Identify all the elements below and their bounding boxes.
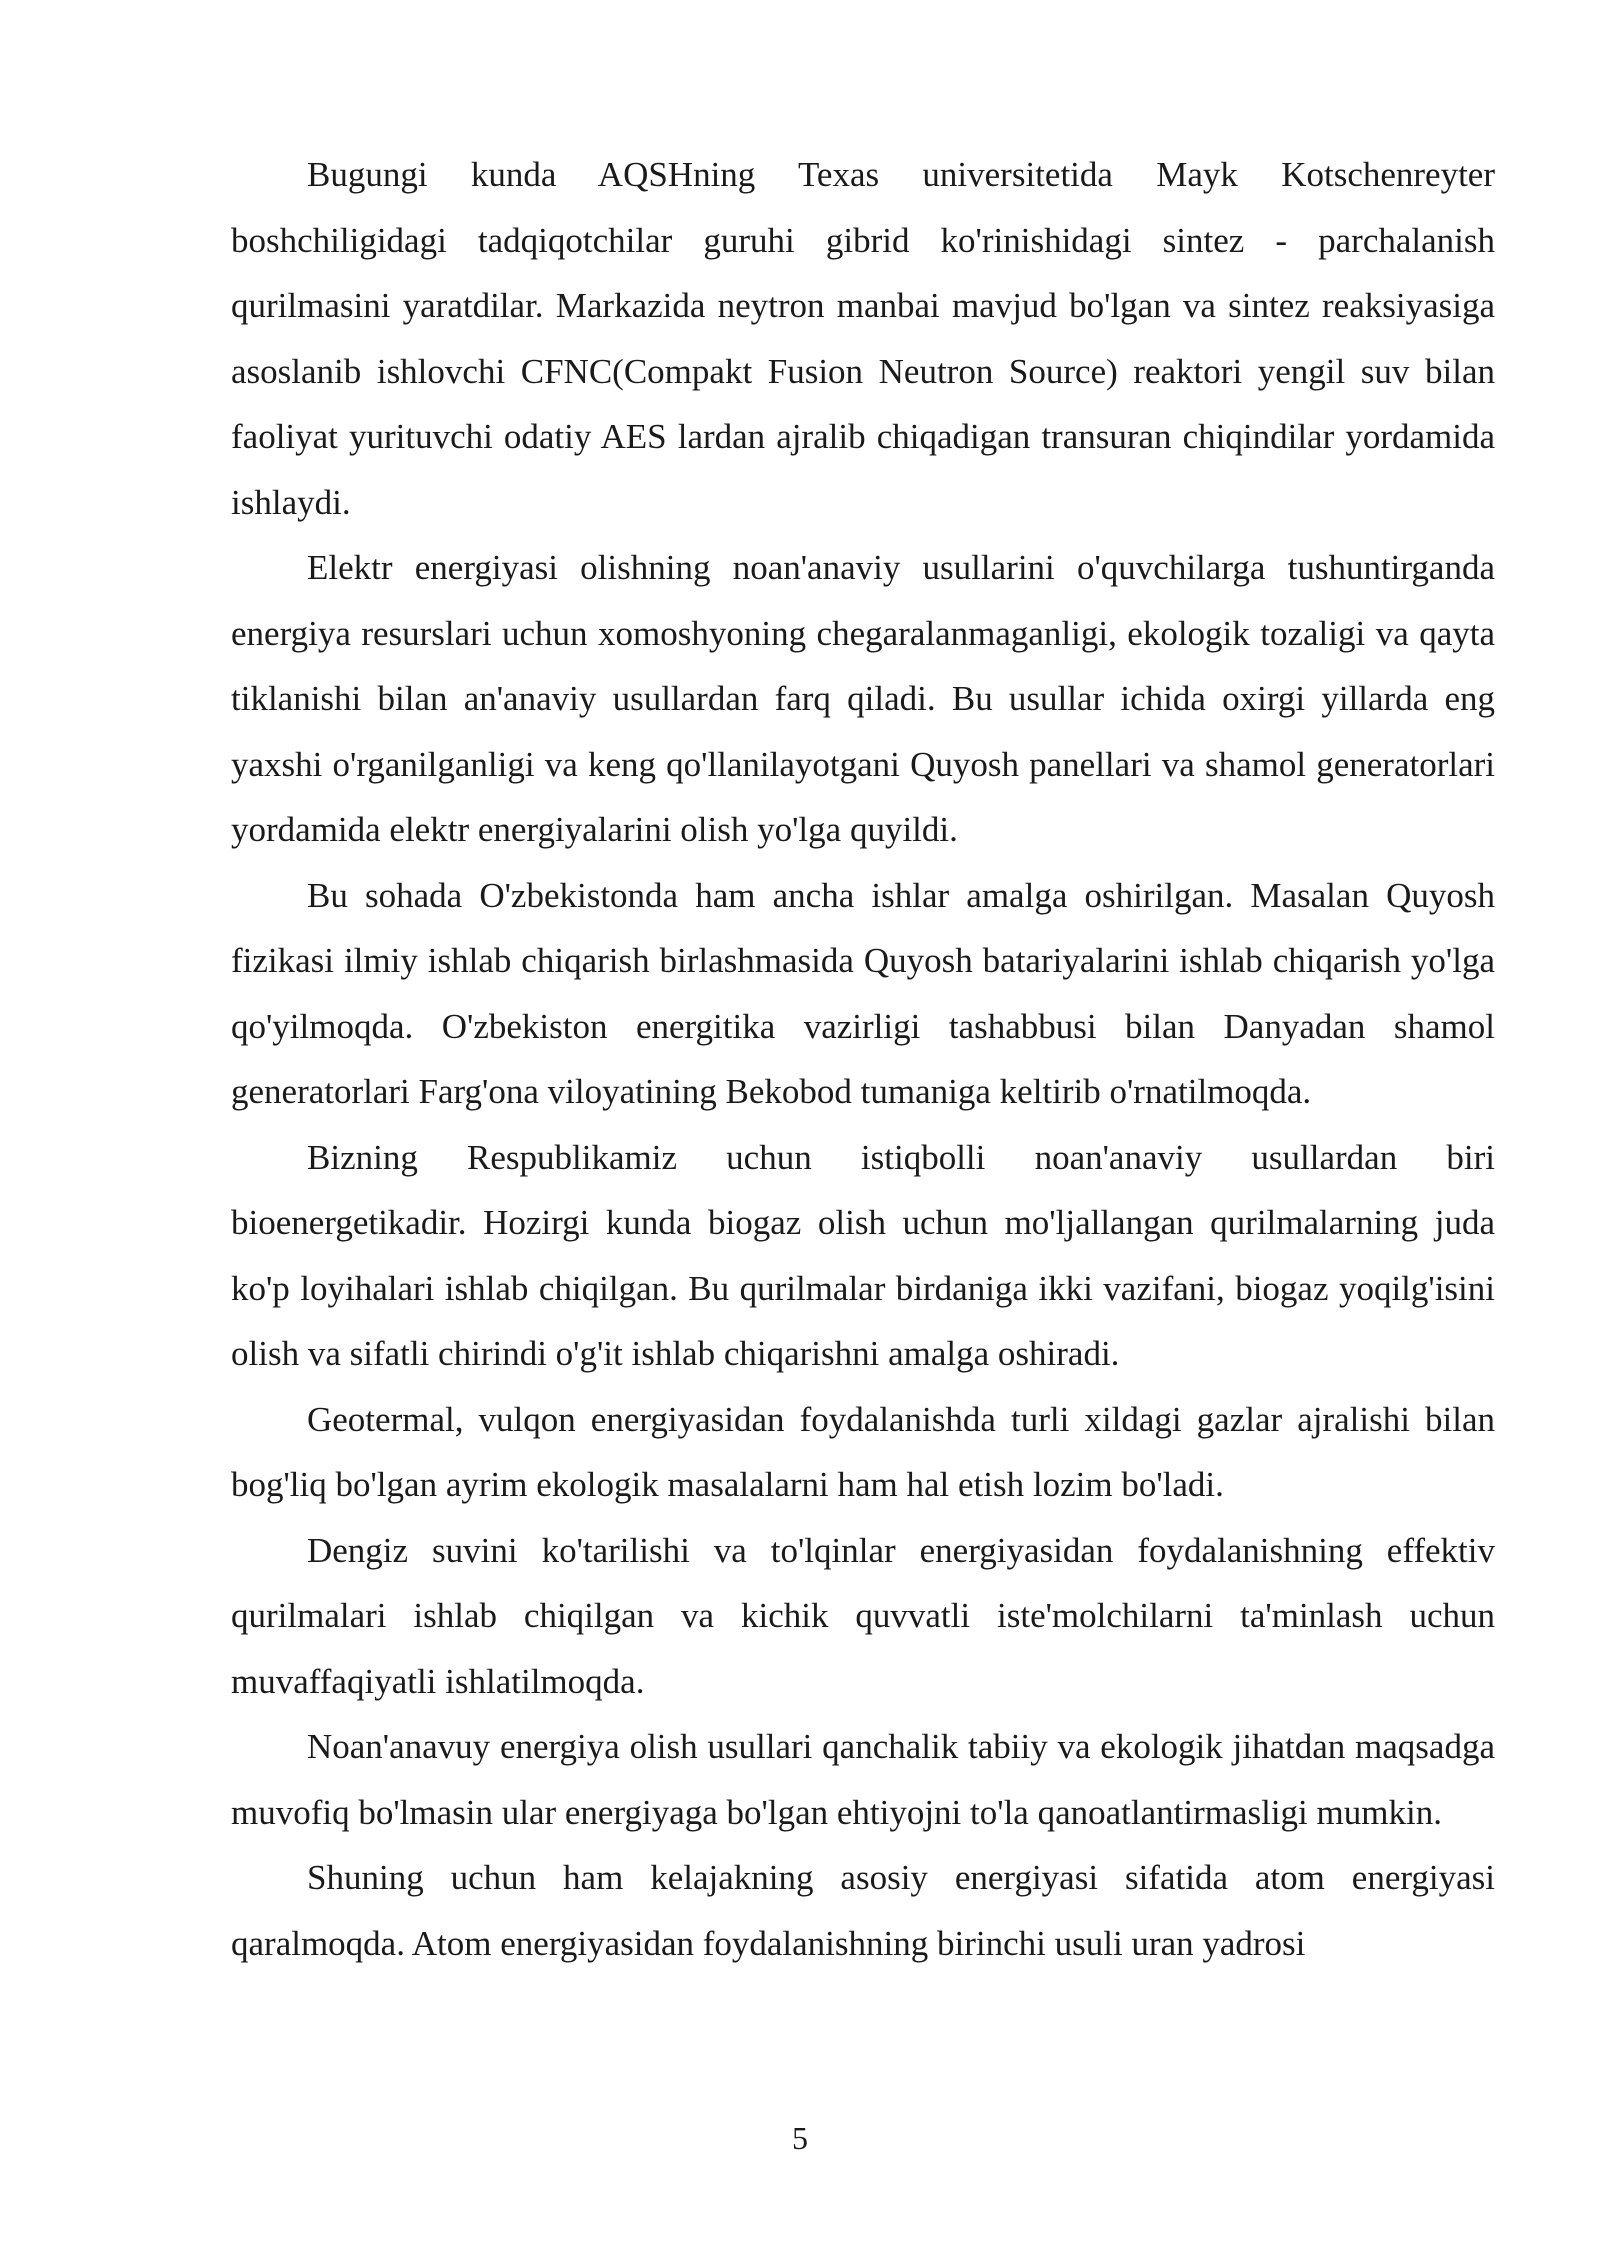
page-number: 5 [792, 2120, 808, 2156]
paragraph-7: Noan'anavuy energiya olish usullari qanchalik tabiiy va ekologik jihatdan maqsadga muvofiq bo'lmasin ular energiyaga bo'lgan ehtiyojni to'la qanoatlantirmasligi mumkin. [231, 1727, 1495, 1832]
paragraph-3: Bu sohada O'zbekistonda ham ancha ishlar amalga oshirilgan. Masalan Quyosh fizikasi ilmiy ishlab chiqarish birlashmasida Quyosh batariyalarini ishlab chiqarish yo'lga qo'yilmoqda. O'zbekiston energitika vazirligi tashabbusi bilan Danyadan shamol generatorlari Farg'ona viloyatining Bekobod tumaniga keltirib o'rnatilmoqda. [231, 875, 1495, 1111]
paragraph-2: Elektr energiyasi olishning noan'anaviy usullarini o'quvchilarga tushuntirganda energiya resurslari uchun xomoshyoning chegaralanmaganligi, ekologik tozaligi va qayta tiklanishi bilan an'anaviy usullardan farq qiladi. Bu usullar ichida oxirgi yillarda eng yaxshi o'rganilganligi va keng qo'llanilayotgani Quyosh panellari va shamol generatorlari yordamida elektr energiyalarini olish yo'lga quyildi. [231, 548, 1495, 849]
paragraph-4: Bizning Respublikamiz uchun istiqbolli noan'anaviy usullardan biri bioenergetikadir. Hozirgi kunda biogaz olish uchun mo'ljallangan qurilmalarning juda ko'p loyihalari ishlab chiqilgan. Bu qurilmalar birdaniga ikki vazifani, biogaz yoqilg'isini olish va sifatli chirindi o'g'it ishlab chiqarishni amalga oshiradi. [231, 1137, 1495, 1373]
paragraph-1: Bugungi kunda AQSHning Texas universitetida Mayk Kotschenreyter boshchiligidagi tadqiqotchilar guruhi gibrid ko'rinishidagi sintez - parchalanish qurilmasini yaratdilar. Markazida neytron manbai mavjud bo'lgan va sintez reaksiyasiga asoslanib ishlovchi CFNC(Compakt Fusion Neutron Source) reaktori yengil suv bilan faoliyat yurituvchi odatiy AES lardan ajralib chiqadigan transuran chiqindilar yordamida ishlaydi. [231, 155, 1495, 522]
document-body [231, 142, 1495, 1976]
paragraph-5: Geotermal, vulqon energiyasidan foydalanishda turli xildagi gazlar ajralishi bilan bog'liq bo'lgan ayrim ekologik masalalarni ham hal etish lozim bo'ladi. [231, 1399, 1495, 1504]
paragraph-8: Shuning uchun ham kelajakning asosiy energiyasi sifatida atom energiyasi qaralmoqda. Atom energiyasidan foydalanishning birinchi usuli uran yadrosi [231, 1858, 1495, 1963]
paragraph-6: Dengiz suvini ko'tarilishi va to'lqinlar energiyasidan foydalanishning effektiv qurilmalari ishlab chiqilgan va kichik quvvatli iste'molchilarni ta'minlash uchun muvaffaqiyatli ishlatilmoqda. [231, 1530, 1495, 1701]
